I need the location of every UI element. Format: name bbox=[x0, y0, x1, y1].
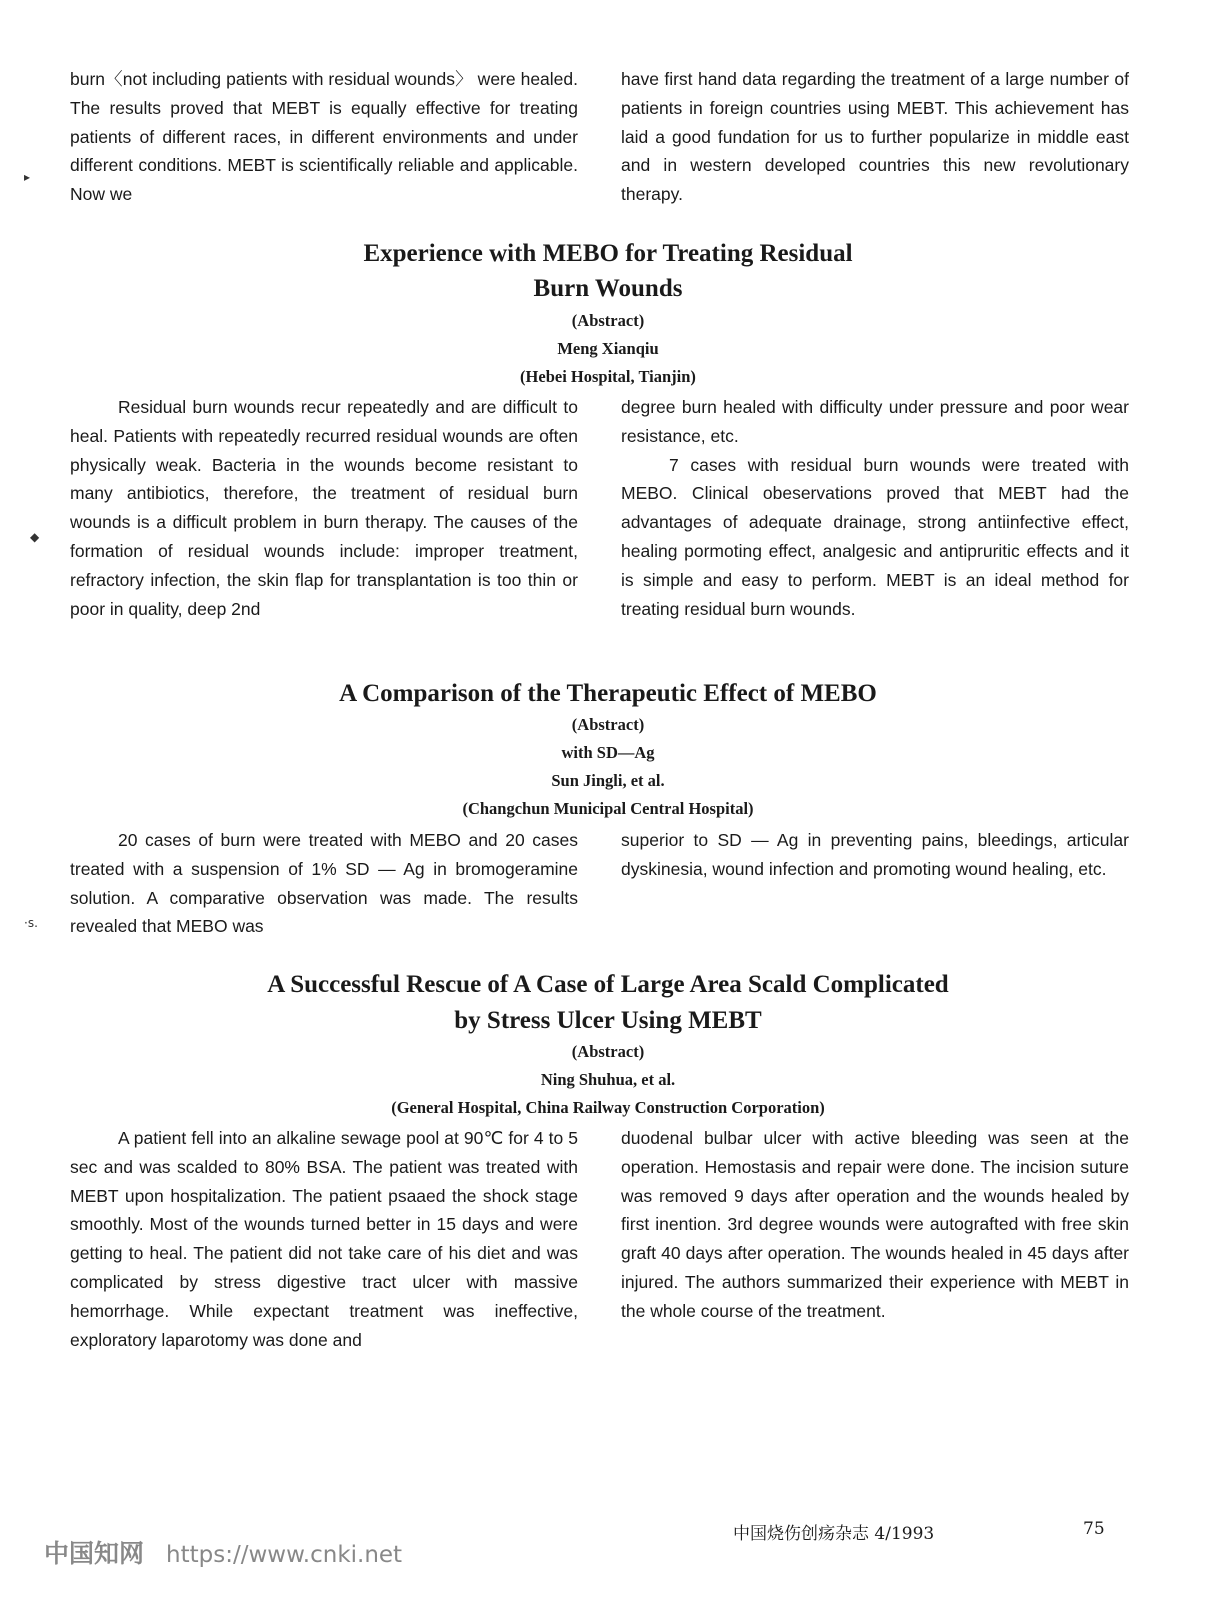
article-title: A Comparison of the Therapeutic Effect of MEBO bbox=[339, 680, 877, 707]
paragraph: burn〈not including patients with residual wounds〉 were healed. The results proved that MEBT is equally effective for treating patients of different races, in different environments and under different conditions. MEBT is scientifically reliable and applicable. Now we bbox=[70, 69, 578, 205]
margin-mark: ·s. bbox=[24, 916, 38, 930]
paragraph: Residual burn wounds recur repeatedly and are difficult to heal. Patients with repeatedly recurred residual wounds are often physically weak. Bacteria in the wounds become resistant to many antibiotics, therefore, the treatment of residual burn wounds is a difficult problem in burn therapy. The causes of the formation of residual wounds include: improper treatment, refractory infection, the skin flap for transplantation is too thin or poor in quality, deep 2nd bbox=[70, 397, 578, 619]
article-title: A Successful Rescue of A Case of Large Area Scald Complicated bbox=[267, 971, 949, 998]
article-affiliation: (Hebei Hospital, Tianjin) bbox=[520, 367, 696, 386]
page-number: 75 bbox=[1083, 1519, 1105, 1539]
article-title: Experience with MEBO for Treating Residual bbox=[363, 240, 853, 267]
abstract-label: (Abstract) bbox=[571, 1042, 645, 1061]
continued-text-right bbox=[621, 65, 1129, 209]
article-body-left bbox=[70, 826, 578, 941]
abstract-label: (Abstract) bbox=[571, 311, 645, 330]
paragraph: A patient fell into an alkaline sewage pool at 90℃ for 4 to 5 sec and was scalded to 80% BSA. The patient was treated with MEBT upon hospitalization. The patient psaaed the shock stage smoothly. Most of the wounds turned better in 15 days and were getting to heal. The patient did not take care of his diet and was complicated by stress digestive tract ulcer with massive hemorrhage. While expectant treatment was ineffective, exploratory laparotomy was done and bbox=[70, 1128, 578, 1350]
paragraph: duodenal bulbar ulcer with active bleeding was seen at the operation. Hemostasis and repair were done. The incision suture was removed 9 days after operation and the wounds healed by first inention. 3rd degree wounds were autografted with free skin graft 40 days after operation. The wounds healed in 45 days after injured. The authors summarized their experience with MEBT in the whole course of the treatment. bbox=[621, 1128, 1129, 1321]
margin-mark: ◆ bbox=[30, 530, 40, 544]
abstract-label: (Abstract) bbox=[571, 715, 645, 734]
article-author: Meng Xianqiu bbox=[557, 339, 659, 358]
article-affiliation: (Changchun Municipal Central Hospital) bbox=[462, 799, 754, 818]
article-author: Sun Jingli, et al. bbox=[551, 771, 665, 790]
cnki-logo: 中国知网 bbox=[44, 1539, 145, 1568]
cnki-url[interactable]: https://www.cnki.net bbox=[166, 1542, 403, 1568]
article-body-right bbox=[621, 1124, 1129, 1326]
article-body-left bbox=[70, 1124, 578, 1354]
article-subtitle: with SD—Ag bbox=[561, 743, 655, 762]
article-body-right bbox=[621, 826, 1129, 884]
article-body-left bbox=[70, 393, 578, 623]
article-body-right bbox=[621, 393, 1129, 623]
paragraph: superior to SD — Ag in preventing pains, bleedings, articular dyskinesia, wound infection and promoting wound healing, etc. bbox=[621, 830, 1129, 879]
article-title: by Stress Ulcer Using MEBT bbox=[454, 1007, 762, 1034]
article-author: Ning Shuhua, et al. bbox=[540, 1070, 676, 1089]
paragraph: 7 cases with residual burn wounds were treated with MEBO. Clinical obeservations proved that MEBT had the advantages of adequate drainage, strong antiinfective effect, healing pormoting effect, analgesic and antipruritic effects and it is simple and easy to perform. MEBT is an ideal method for treating residual burn wounds. bbox=[621, 454, 1129, 619]
paragraph: have first hand data regarding the treatment of a large number of patients in foreign countries using MEBT. This achievement has laid a good fundation for us to further popularize in middle east and in western developed countries this new revolutionary therapy. bbox=[621, 69, 1129, 205]
margin-mark: ▸ bbox=[24, 170, 31, 184]
continued-text-left bbox=[70, 65, 578, 209]
paragraph: degree burn healed with difficulty under pressure and poor wear resistance, etc. bbox=[621, 397, 1129, 446]
paragraph: 20 cases of burn were treated with MEBO and 20 cases treated with a suspension of 1% SD — Ag in bromogeramine solution. A comparative observation was made. The results revealed that MEBO was bbox=[70, 830, 578, 937]
article-title: Burn Wounds bbox=[533, 275, 683, 302]
journal-footer: 中国烧伤创疡杂志 4/1993 bbox=[733, 1524, 935, 1544]
article-affiliation: (General Hospital, China Railway Construction Corporation) bbox=[391, 1098, 825, 1117]
cnki-watermark bbox=[44, 1534, 402, 1570]
